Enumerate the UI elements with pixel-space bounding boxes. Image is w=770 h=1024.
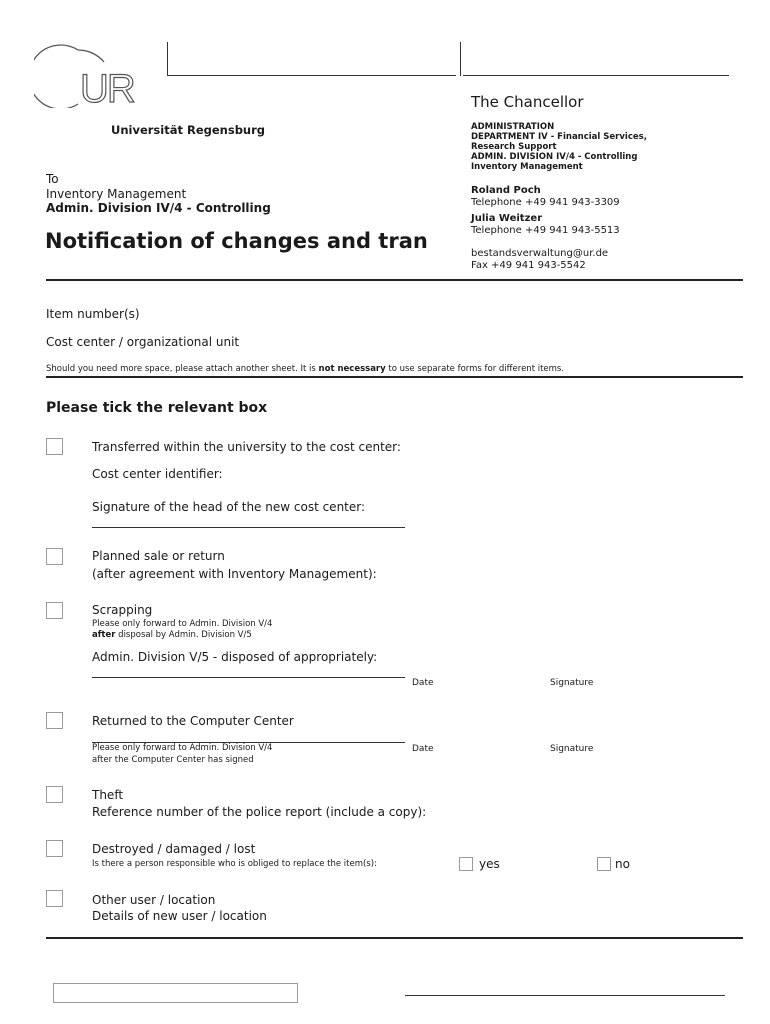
- no-label: no: [615, 857, 630, 871]
- disposed-signature-label: Signature: [550, 678, 594, 688]
- admin-line: Research Support: [471, 142, 557, 152]
- admin-line: DEPARTMENT IV - Financial Services,: [471, 132, 647, 142]
- police-report-label: Reference number of the police report (include a copy):: [92, 805, 427, 819]
- theft-checkbox[interactable]: [46, 786, 63, 803]
- logo-monogram: UR: [80, 67, 134, 111]
- scrapping-checkbox[interactable]: [46, 602, 63, 619]
- header-divider: [460, 42, 461, 76]
- new-head-signature-label: Signature of the head of the new cost center:: [92, 500, 366, 514]
- disposed-date-label: Date: [412, 678, 434, 688]
- scrapping-note-text: disposal by Admin. Division V/5: [115, 630, 252, 640]
- computer-center-note-1: Please only forward to Admin. Division V/4: [92, 743, 273, 753]
- cost-center-label: Cost center / organizational unit: [46, 335, 240, 349]
- cost-center-identifier-label: Cost center identifier:: [92, 467, 223, 481]
- yes-checkbox[interactable]: [459, 857, 473, 871]
- options-rule: [46, 937, 743, 939]
- space-note: [46, 364, 564, 374]
- other-details-label: Details of new user / location: [92, 909, 267, 923]
- sender-admin-block: [471, 122, 647, 172]
- scrapping-note-emphasis: after: [92, 630, 116, 640]
- space-note-emphasis: not necessary: [318, 364, 386, 374]
- footer-signature-line[interactable]: [405, 995, 725, 996]
- computer-center-note-2: after the Computer Center has signed: [92, 755, 254, 765]
- scrapping-label: Scrapping: [92, 603, 153, 617]
- no-checkbox[interactable]: [597, 857, 611, 871]
- sale-label: Planned sale or return: [92, 549, 225, 563]
- sale-sub-label: (after agreement with Inventory Management):: [92, 567, 377, 581]
- computer-center-checkbox[interactable]: [46, 712, 63, 729]
- header-rule-left: [167, 75, 456, 76]
- sale-checkbox[interactable]: [46, 548, 63, 565]
- header-divider: [167, 42, 168, 76]
- yes-label: yes: [479, 857, 500, 871]
- admin-line: ADMIN. DIVISION IV/4 - Controlling: [471, 152, 638, 162]
- title-rule: [46, 279, 743, 281]
- section-heading: Please tick the relevant box: [46, 400, 268, 416]
- space-note-text: to use separate forms for different items.: [385, 364, 565, 374]
- space-note-text: Should you need more space, please attach another sheet. It is: [46, 364, 319, 374]
- contact-poch: [471, 185, 620, 209]
- contact-fax-clip: [471, 260, 591, 268]
- other-label: Other user / location: [92, 893, 216, 907]
- footer-input-box[interactable]: [53, 983, 298, 1003]
- destroyed-checkbox[interactable]: [46, 840, 63, 857]
- header-rule-right: [463, 75, 729, 76]
- transfer-checkbox[interactable]: [46, 438, 63, 455]
- disposed-signature-line[interactable]: [92, 677, 405, 678]
- theft-label: Theft: [92, 788, 124, 802]
- contact-phone: Telephone +49 941 943-3309: [471, 197, 620, 208]
- destroyed-label: Destroyed / damaged / lost: [92, 842, 256, 856]
- computer-center-label: Returned to the Computer Center: [92, 714, 294, 728]
- recipient-line2: Admin. Division IV/4 - Controlling: [46, 201, 271, 215]
- other-checkbox[interactable]: [46, 890, 63, 907]
- contact-phone: Telephone +49 941 943-5513: [471, 225, 620, 236]
- form-title: Notification of changes and tran: [45, 229, 428, 253]
- new-head-signature-line[interactable]: [92, 527, 405, 528]
- contact-name: Julia Weitzer: [471, 213, 543, 224]
- fields-rule: [46, 376, 743, 378]
- scrapping-note-1: Please only forward to Admin. Division V/4: [92, 619, 273, 629]
- sender-title: The Chancellor: [471, 93, 584, 111]
- recipient-to: To: [46, 172, 59, 186]
- computer-center-date-label: Date: [412, 744, 434, 754]
- contact-fax: Fax +49 941 943-5542: [471, 260, 586, 268]
- admin-line: ADMINISTRATION: [471, 122, 555, 132]
- admin-line: Inventory Management: [471, 162, 583, 172]
- contact-email[interactable]: bestandsverwaltung@ur.de: [471, 248, 609, 259]
- recipient-line1: Inventory Management: [46, 187, 187, 201]
- responsible-question: Is there a person responsible who is obliged to replace the item(s):: [92, 859, 377, 869]
- scrapping-note-2: [92, 630, 252, 640]
- item-numbers-label: Item number(s): [46, 307, 140, 321]
- disposed-label: Admin. Division V/5 - disposed of appropriately:: [92, 650, 378, 664]
- transfer-label: Transferred within the university to the cost center:: [92, 440, 401, 454]
- university-name: Universität Regensburg: [111, 123, 266, 137]
- contact-name: Roland Poch: [471, 185, 541, 196]
- computer-center-signature-label: Signature: [550, 744, 594, 754]
- contact-weitzer: [471, 213, 620, 237]
